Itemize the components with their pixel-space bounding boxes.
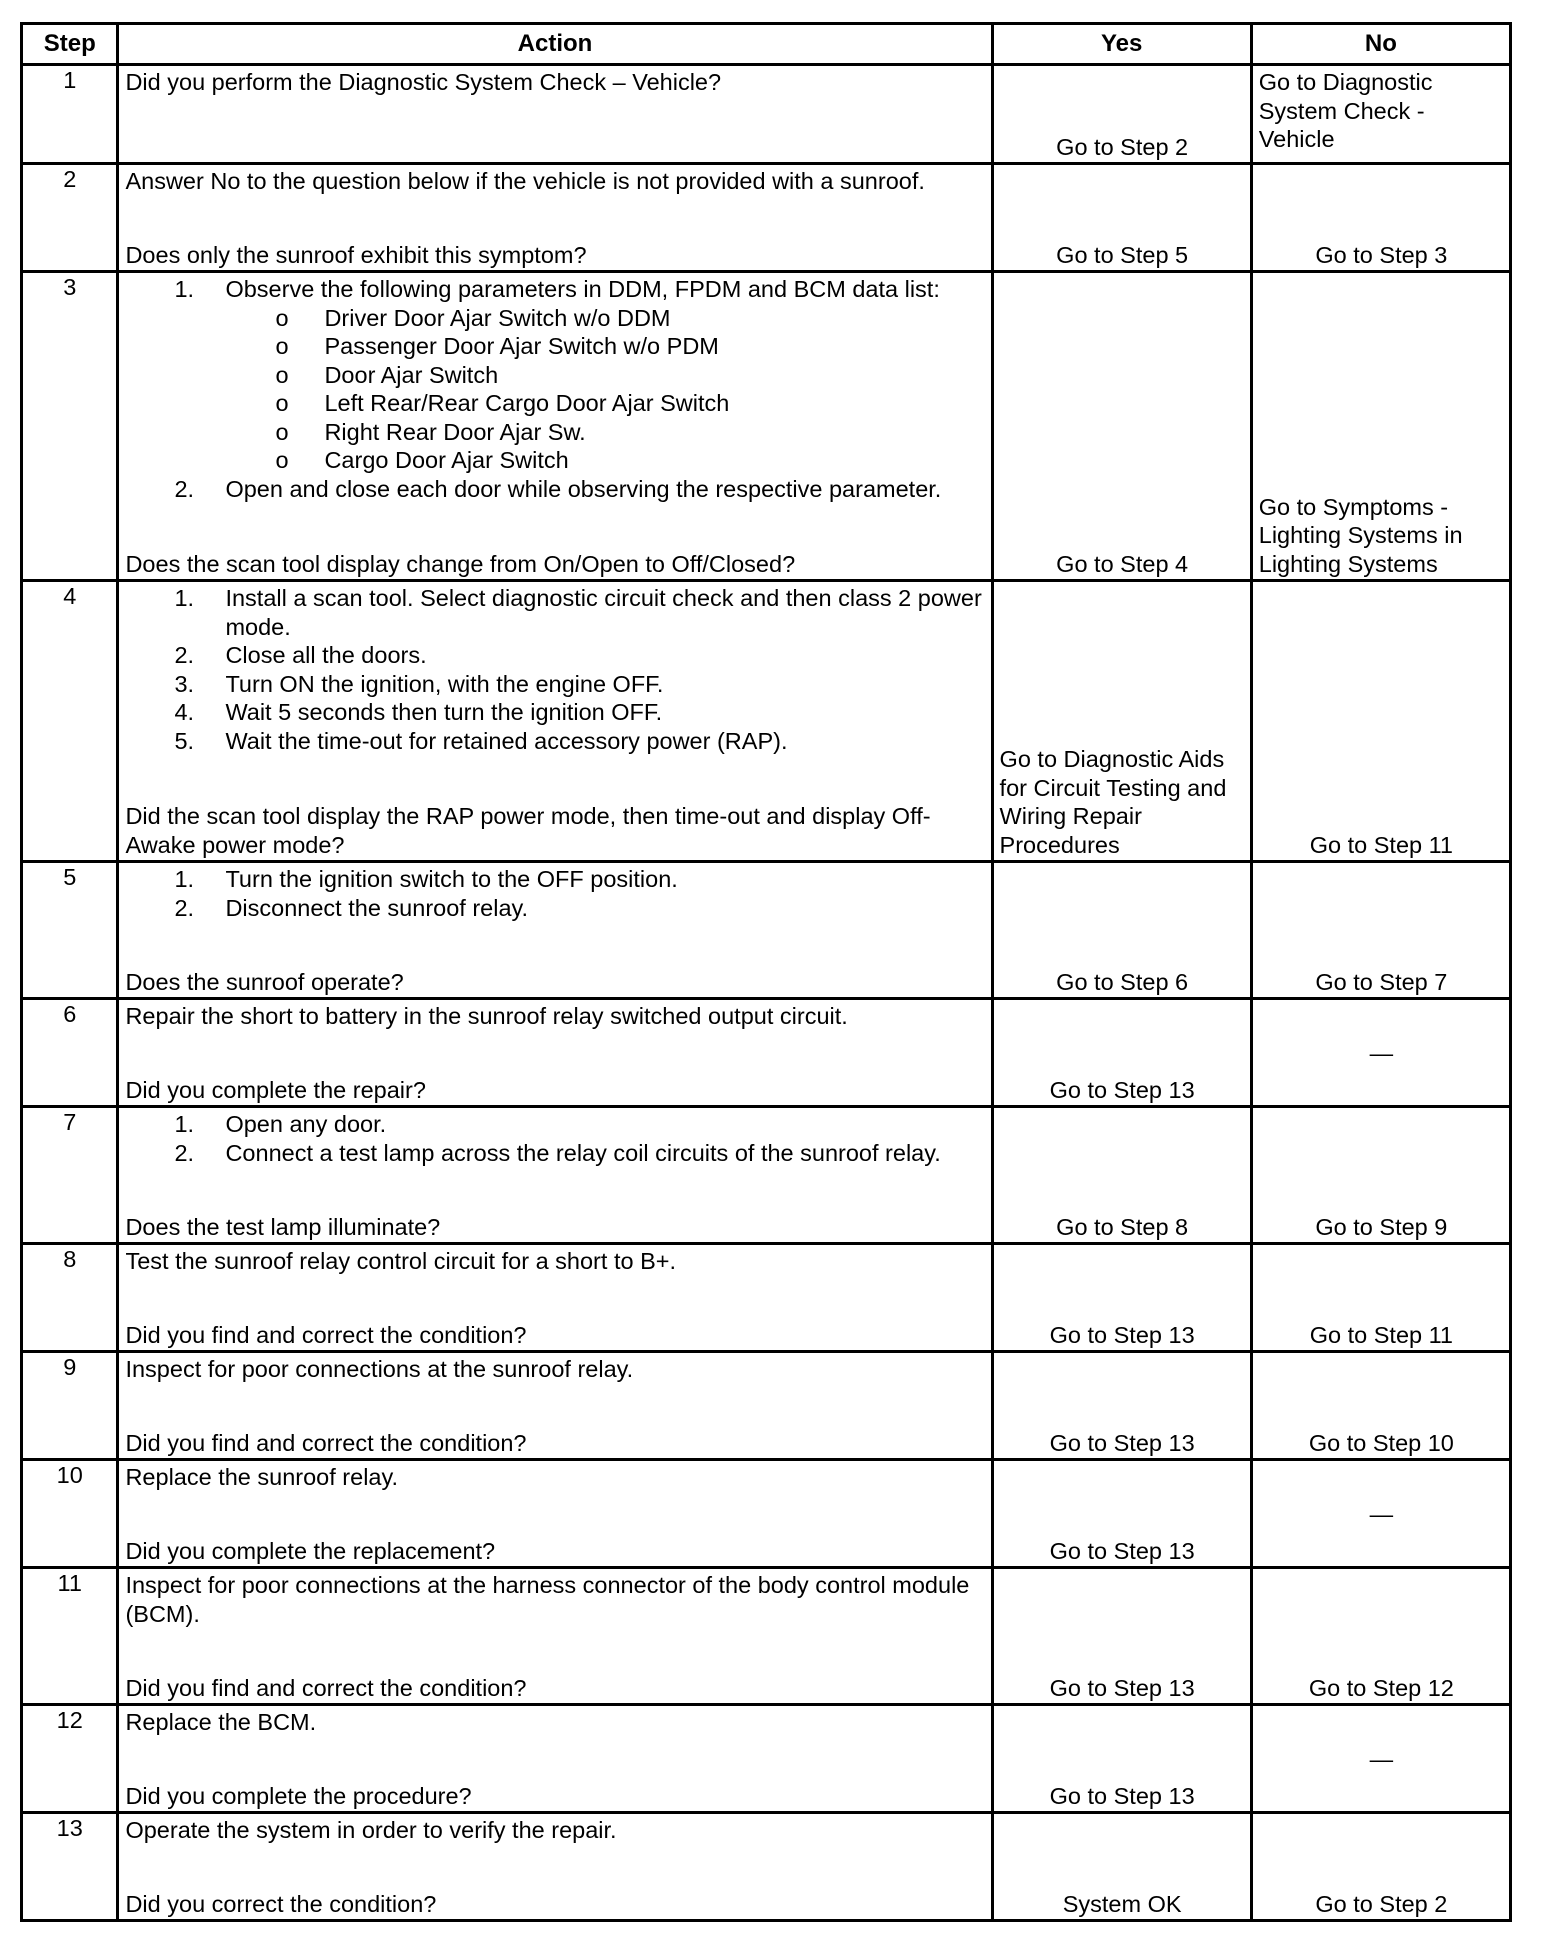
table-row [22,1813,1511,1921]
action-question: Did the scan tool display the RAP power mode, then time-out and display Off-Awake power mode? [125,803,931,858]
action-question: Did you find and correct the condition? [125,1429,527,1456]
table-row [22,65,1511,164]
action-cell [118,1244,992,1352]
no-cell [1251,1460,1510,1568]
table-row [22,999,1511,1107]
action-cell [118,1107,992,1244]
action-step-item: 2. Open and close each door while observing the respective parameter. [174,475,942,502]
yes-cell [992,862,1251,999]
action-steps [125,865,985,922]
yes-cell [992,581,1251,862]
no-link[interactable]: Go to Step 9 [1315,1213,1448,1240]
yes-link[interactable]: Go to Step 2 [1056,133,1189,160]
no-link[interactable]: Go to Diagnostic System Check - Vehicle [1258,69,1433,152]
no-link[interactable]: Go to Symptoms - Lighting Systems in Lighting Systems [1258,493,1463,577]
table-row [22,862,1511,999]
no-cell [1251,1813,1510,1921]
no-cell [1251,1352,1510,1460]
no-cell [1251,1107,1510,1244]
action-question: Did you complete the procedure? [125,1782,472,1809]
action-cell [118,862,992,999]
yes-link[interactable]: Go to Step 13 [1049,1537,1195,1564]
no-cell [1251,1705,1510,1813]
parameter-item: o Door Ajar Switch [275,361,499,388]
step-number: 11 [22,1568,118,1705]
parameter-list [125,304,985,475]
action-steps [125,275,985,503]
action-step-item: 5. Wait the time-out for retained accessory power (RAP). [174,727,788,754]
no-dash: — [1369,1039,1394,1066]
no-cell [1251,164,1510,272]
action-step-item: 4. Wait 5 seconds then turn the ignition OFF. [174,699,663,725]
yes-cell [992,65,1251,164]
action-text: Inspect for poor connections at the harness connector of the body control module (BCM). [125,1572,970,1627]
action-cell [118,581,992,862]
no-cell [1251,999,1510,1107]
yes-link[interactable]: Go to Diagnostic Aids for Circuit Testing and Wiring Repair Procedures [999,746,1227,858]
no-link[interactable]: Go to Step 3 [1315,241,1448,268]
step-number: 10 [22,1460,118,1568]
step-number: 13 [22,1813,118,1921]
action-step-item: 1. Observe the following parameters in DDM, FPDM and BCM data list: o Driver Door Ajar Switch w/o DDM o Passenger Door Ajar Switch w/o PDM o Door Ajar Switch o Left Rear/Rear Cargo Door Ajar Switch o Right Rear Door Ajar Sw. o Cargo Door Ajar Switch [125,275,985,475]
action-step-item: 1. Turn the ignition switch to the OFF position. [174,866,678,892]
parameter-item: o Driver Door Ajar Switch w/o DDM [275,304,671,331]
no-cell [1251,65,1510,164]
table-row [22,1244,1511,1352]
action-text: Replace the BCM. [125,1709,317,1735]
action-question: Does only the sunroof exhibit this symptom? [125,241,587,268]
step-number: 3 [22,272,118,581]
no-link[interactable]: Go to Step 11 [1309,1321,1454,1348]
table-row [22,1107,1511,1244]
yes-cell [992,1705,1251,1813]
action-step-item: 2. Disconnect the sunroof relay. [174,894,529,921]
action-cell [118,272,992,581]
diagnostic-table [20,22,1512,1922]
header-yes: Yes [992,24,1251,65]
yes-link[interactable]: Go to Step 8 [1056,1213,1189,1240]
no-cell [1251,1568,1510,1705]
no-cell [1251,1244,1510,1352]
table-row [22,1568,1511,1705]
action-step-item: 2. Connect a test lamp across the relay coil circuits of the sunroof relay. [174,1139,941,1166]
yes-cell [992,999,1251,1107]
action-question: Does the sunroof operate? [125,968,404,995]
action-question: Does the scan tool display change from On/Open to Off/Closed? [125,550,796,577]
no-dash: — [1369,1745,1394,1772]
yes-cell [992,1460,1251,1568]
action-text: Operate the system in order to verify the repair. [125,1817,617,1843]
yes-link[interactable]: Go to Step 5 [1056,241,1189,268]
header-step: Step [22,24,118,65]
action-text: Repair the short to battery in the sunroof relay switched output circuit. [125,1003,848,1029]
step-number: 6 [22,999,118,1107]
step-number: 4 [22,581,118,862]
no-cell [1251,862,1510,999]
action-step-item: 2. Close all the doors. [174,642,427,668]
yes-link[interactable]: Go to Step 6 [1056,968,1189,995]
header-action: Action [118,24,992,65]
table-row [22,1352,1511,1460]
action-question: Did you complete the replacement? [125,1537,496,1564]
table-row [22,1460,1511,1568]
no-cell [1251,272,1510,581]
yes-link[interactable]: Go to Step 4 [1056,550,1189,577]
step-number: 12 [22,1705,118,1813]
no-cell [1251,581,1510,862]
yes-link[interactable]: Go to Step 13 [1049,1321,1195,1348]
action-question: Did you find and correct the condition? [125,1321,527,1348]
action-cell [118,1460,992,1568]
yes-cell [992,1568,1251,1705]
table-row [22,581,1511,862]
no-link[interactable]: Go to Step 2 [1315,1890,1448,1917]
step-number: 5 [22,862,118,999]
parameter-item: o Cargo Door Ajar Switch [275,447,569,473]
table-row [22,272,1511,581]
yes-link[interactable]: System OK [1062,1890,1182,1917]
action-cell [118,1813,992,1921]
yes-link[interactable]: Go to Step 13 [1049,1674,1195,1701]
action-cell [118,164,992,272]
yes-cell [992,272,1251,581]
action-cell [118,999,992,1107]
action-text: Answer No to the question below if the vehicle is not provided with a sunroof. [125,168,925,194]
action-step-item: 1. Open any door. [174,1111,387,1137]
action-cell [118,65,992,164]
parameter-item: o Right Rear Door Ajar Sw. [275,418,586,445]
step-number: 1 [22,65,118,164]
action-steps [125,1110,985,1167]
no-link[interactable]: Go to Step 7 [1315,968,1448,995]
action-text: Did you perform the Diagnostic System Check – Vehicle? [125,69,722,95]
header-row [22,24,1511,65]
action-cell [118,1568,992,1705]
no-link[interactable]: Go to Step 11 [1309,831,1454,858]
yes-cell [992,1813,1251,1921]
parameter-item: o Left Rear/Rear Cargo Door Ajar Switch [275,390,730,416]
action-text: Test the sunroof relay control circuit for a short to B+. [125,1248,676,1274]
table-row [22,1705,1511,1813]
action-steps [125,584,985,755]
action-cell [118,1352,992,1460]
parameter-item: o Passenger Door Ajar Switch w/o PDM [275,333,719,359]
yes-cell [992,1352,1251,1460]
yes-cell [992,1244,1251,1352]
action-text: Replace the sunroof relay. [125,1464,399,1490]
step-number: 7 [22,1107,118,1244]
yes-cell [992,164,1251,272]
yes-link[interactable]: Go to Step 13 [1049,1782,1195,1809]
step-number: 9 [22,1352,118,1460]
action-question: Did you find and correct the condition? [125,1674,527,1701]
yes-link[interactable]: Go to Step 13 [1049,1429,1195,1456]
action-question: Does the test lamp illuminate? [125,1213,441,1240]
header-no: No [1251,24,1510,65]
action-question: Did you correct the condition? [125,1890,437,1917]
action-cell [118,1705,992,1813]
step-number: 2 [22,164,118,272]
action-text: Inspect for poor connections at the sunroof relay. [125,1356,634,1382]
no-link[interactable]: Go to Step 12 [1308,1674,1454,1701]
action-question: Did you complete the repair? [125,1076,426,1103]
no-link[interactable]: Go to Step 10 [1308,1429,1454,1456]
no-dash: — [1369,1500,1394,1527]
action-step-item: 3. Turn ON the ignition, with the engine OFF. [174,670,664,697]
step-number: 8 [22,1244,118,1352]
yes-cell [992,1107,1251,1244]
yes-link[interactable]: Go to Step 13 [1049,1076,1195,1103]
action-step-item: 1. Install a scan tool. Select diagnostic circuit check and then class 2 power mode. [174,585,982,640]
table-row [22,164,1511,272]
